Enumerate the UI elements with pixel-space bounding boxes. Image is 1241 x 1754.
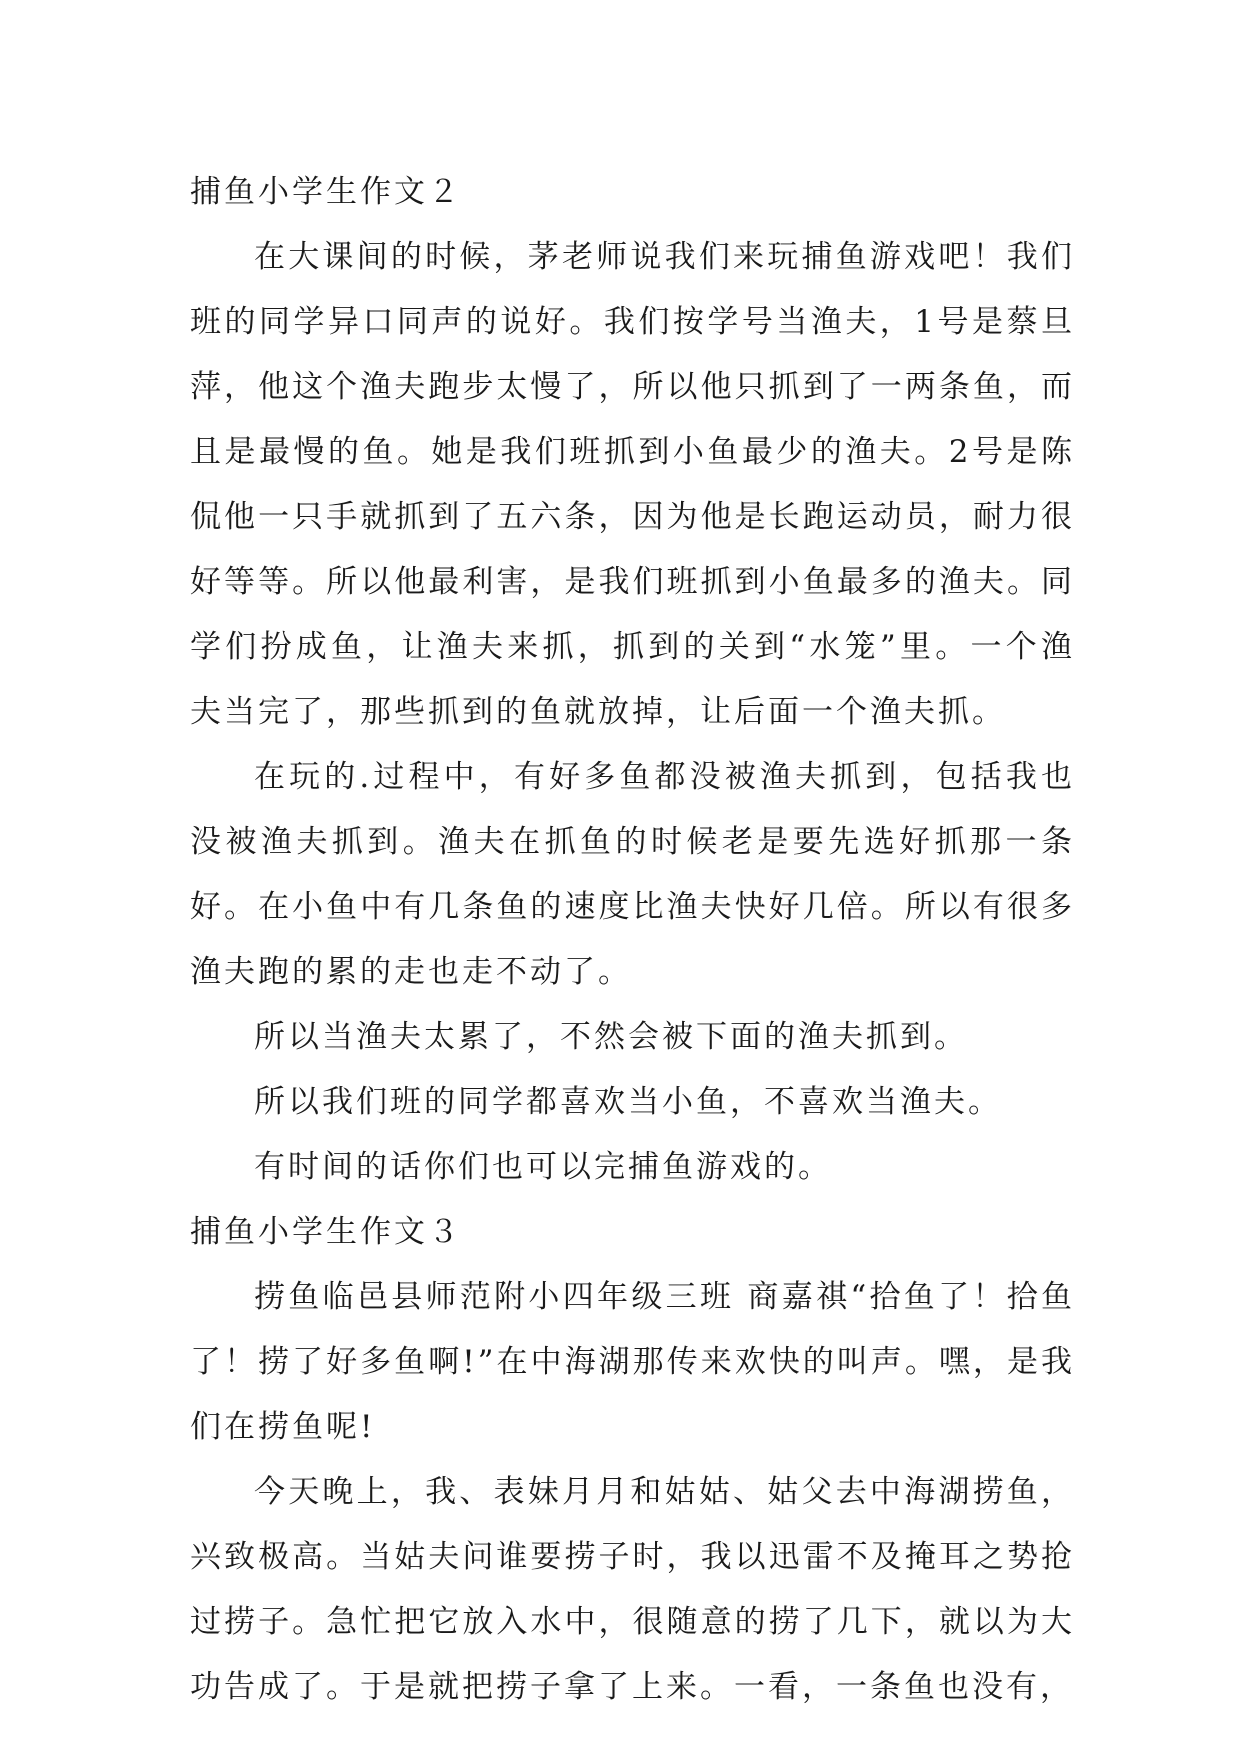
paragraph: 所以我们班的同学都喜欢当小鱼，不喜欢当渔夫。	[254, 1084, 1002, 1120]
section-title: 捕鱼小学生作文２	[190, 174, 462, 210]
paragraph: 捞鱼临邑县师范附小四年级三班 商嘉祺“拾鱼了！拾鱼了！捞了好多鱼啊!”在中海湖那传来欢快的叫声。嘿，是我们在捞鱼呢!	[190, 1279, 1075, 1445]
paragraph: 今天晚上，我、表妹月月和姑姑、姑父去中海湖捞鱼，兴致极高。当姑夫问谁要捞子时，我以迅雷不及掩耳之势抢过捞子。急忙把它放入水中，很随意的捞了几下，就以为大功告成了。于是就把捞子拿了上来。一看，一条鱼也没有，	[190, 1474, 1075, 1705]
section-title: 捕鱼小学生作文３	[190, 1214, 462, 1250]
paragraph: 在大课间的时候，茅老师说我们来玩捕鱼游戏吧！我们班的同学异口同声的说好。我们按学号当渔夫，1号是蔡旦萍，他这个渔夫跑步太慢了，所以他只抓到了一两条鱼，而且是最慢的鱼。她是我们班抓到小鱼最少的渔夫。2号是陈侃他一只手就抓到了五六条，因为他是长跑运动员，耐力很好等等。所以他最利害，是我们班抓到小鱼最多的渔夫。同学们扮成鱼，让渔夫来抓，抓到的关到“水笼”里。一个渔夫当完了，那些抓到的鱼就放掉，让后面一个渔夫抓。	[190, 239, 1075, 730]
document-body	[190, 160, 1075, 1720]
paragraph: 所以当渔夫太累了，不然会被下面的渔夫抓到。	[254, 1019, 968, 1055]
essay-section-2	[190, 160, 1075, 1200]
paragraph: 在玩的.过程中，有好多鱼都没被渔夫抓到，包括我也没被渔夫抓到。渔夫在抓鱼的时候老是要先选好抓那一条好。在小鱼中有几条鱼的速度比渔夫快好几倍。所以有很多渔夫跑的累的走也走不动了。	[190, 759, 1075, 990]
paragraph: 有时间的话你们也可以完捕鱼游戏的。	[254, 1149, 832, 1185]
essay-section-3	[190, 1200, 1075, 1720]
